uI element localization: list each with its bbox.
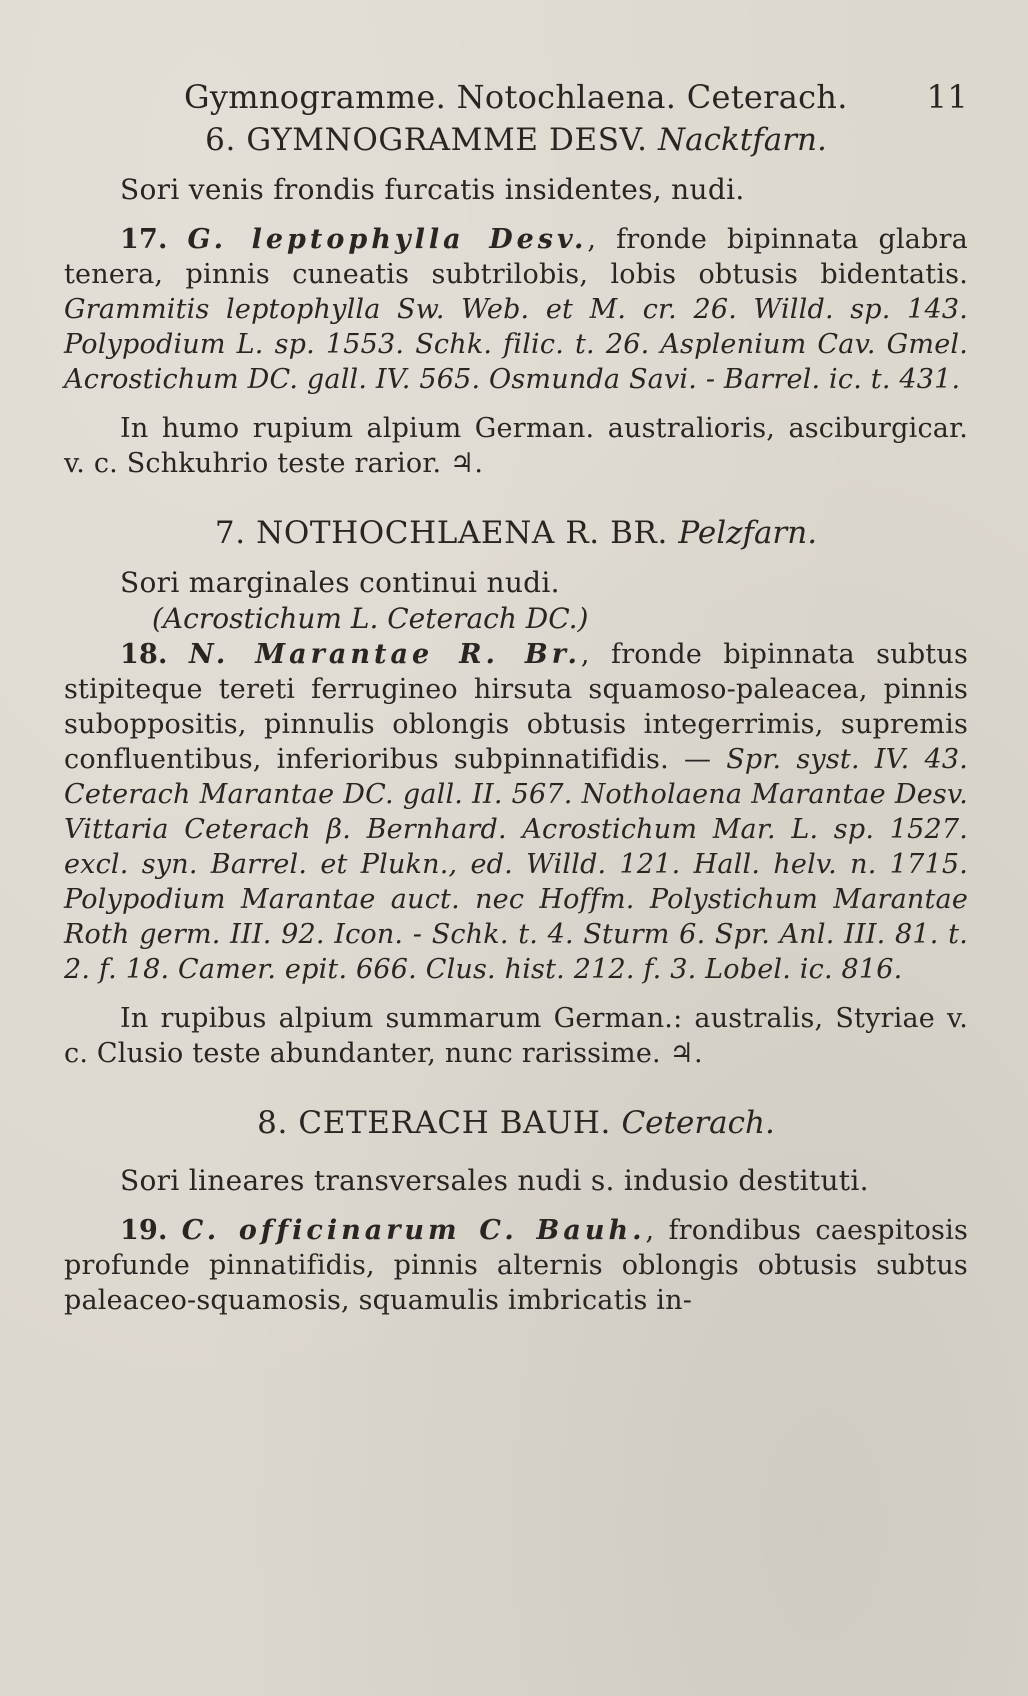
genus-diagnosis: Sori lineares transversales nudi s. indusio destituti. — [120, 1164, 869, 1197]
species-entry — [64, 637, 968, 987]
species-name: N. Marantae R. Br. — [188, 639, 581, 670]
species-entry — [64, 1213, 968, 1318]
species-entry — [64, 222, 968, 397]
genus-vernacular: Nacktfarn. — [658, 122, 827, 158]
species-description: , fronde bipinnata subtus stipiteque tereti ferrugineo hirsuta squamoso-paleacea, pinnis suboppositis, pinnulis oblongis obtusis integerrimis, supremis confluentibus, inferioribus subpinnatifidis. — — [64, 639, 968, 775]
species-number: 17. — [120, 224, 168, 255]
species-number: 18. — [120, 639, 168, 670]
genus-name: 7. NOTHOCHLAENA R. BR. — [214, 515, 668, 551]
genus-heading — [64, 1105, 968, 1141]
section-ceterach — [64, 1105, 968, 1318]
genus-heading — [64, 122, 968, 158]
genus-diagnosis: Sori marginales continui nudi. — [120, 566, 560, 599]
genus-vernacular: Pelzfarn. — [678, 515, 818, 551]
section-gymnogramme — [64, 122, 968, 481]
genus-vernacular: Ceterach. — [621, 1105, 775, 1141]
page — [64, 72, 968, 1318]
section-nothochlaena — [64, 515, 968, 1071]
page-number: 11 — [926, 78, 968, 116]
species-habitat: In humo rupium alpium German. australioris, asciburgicar. v. c. Schkuhrio teste rarior. ♃. — [64, 413, 968, 479]
genus-name: 8. CETERACH BAUH. — [257, 1105, 611, 1141]
species-name: C. officinarum C. Bauh. — [181, 1215, 646, 1246]
species-name: G. leptophylla Desv. — [187, 224, 588, 255]
species-number: 19. — [120, 1215, 168, 1246]
running-title: Gymnogramme. Notochlaena. Ceterach. — [184, 78, 848, 116]
genus-synonym-note: (Acrostichum L. Ceterach DC.) — [152, 602, 589, 635]
genus-diagnosis: Sori venis frondis furcatis insidentes, nudi. — [120, 173, 745, 206]
species-synonyms: Grammitis leptophylla Sw. Web. et M. cr. 26. Willd. sp. 143. Polypodium L. sp. 1553. Schk. filic. t. 26. Asplenium Cav. Gmel. Acrostichum DC. gall. IV. 565. Osmunda Savi. - Barrel. ic. t. 431. — [64, 294, 968, 395]
species-habitat: In rupibus alpium summarum German.: australis, Styriae v. c. Clusio teste abundanter, nunc rarissime. ♃. — [64, 1003, 968, 1069]
genus-heading — [64, 515, 968, 551]
species-synonyms: Spr. syst. IV. 43. Ceterach Marantae DC. gall. II. 567. Notholaena Marantae Desv. Vittaria Ceterach β. Bernhard. Acrostichum Mar. L. sp. 1527. excl. syn. Barrel. et Plukn., ed. Willd. 121. Hall. helv. n. 1715. Polypodium Marantae auct. nec Hoffm. Polystichum Marantae Roth germ. III. 92. Icon. - Schk. t. 4. Sturm 6. Spr. Anl. III. 81. t. 2. f. 18. Camer. epit. 666. Clus. hist. 212. f. 3. Lobel. ic. 816. — [64, 744, 968, 985]
running-head — [64, 72, 968, 122]
genus-name: 6. GYMNOGRAMME DESV. — [205, 122, 648, 158]
species-description: , frondibus caespitosis profunde pinnatifidis, pinnis alternis oblongis obtusis subtus paleaceo-squamosis, squamulis imbricatis in- — [64, 1215, 968, 1316]
species-description: , fronde bipinnata glabra tenera, pinnis cuneatis subtrilobis, lobis obtusis bidentatis. — [64, 224, 968, 290]
